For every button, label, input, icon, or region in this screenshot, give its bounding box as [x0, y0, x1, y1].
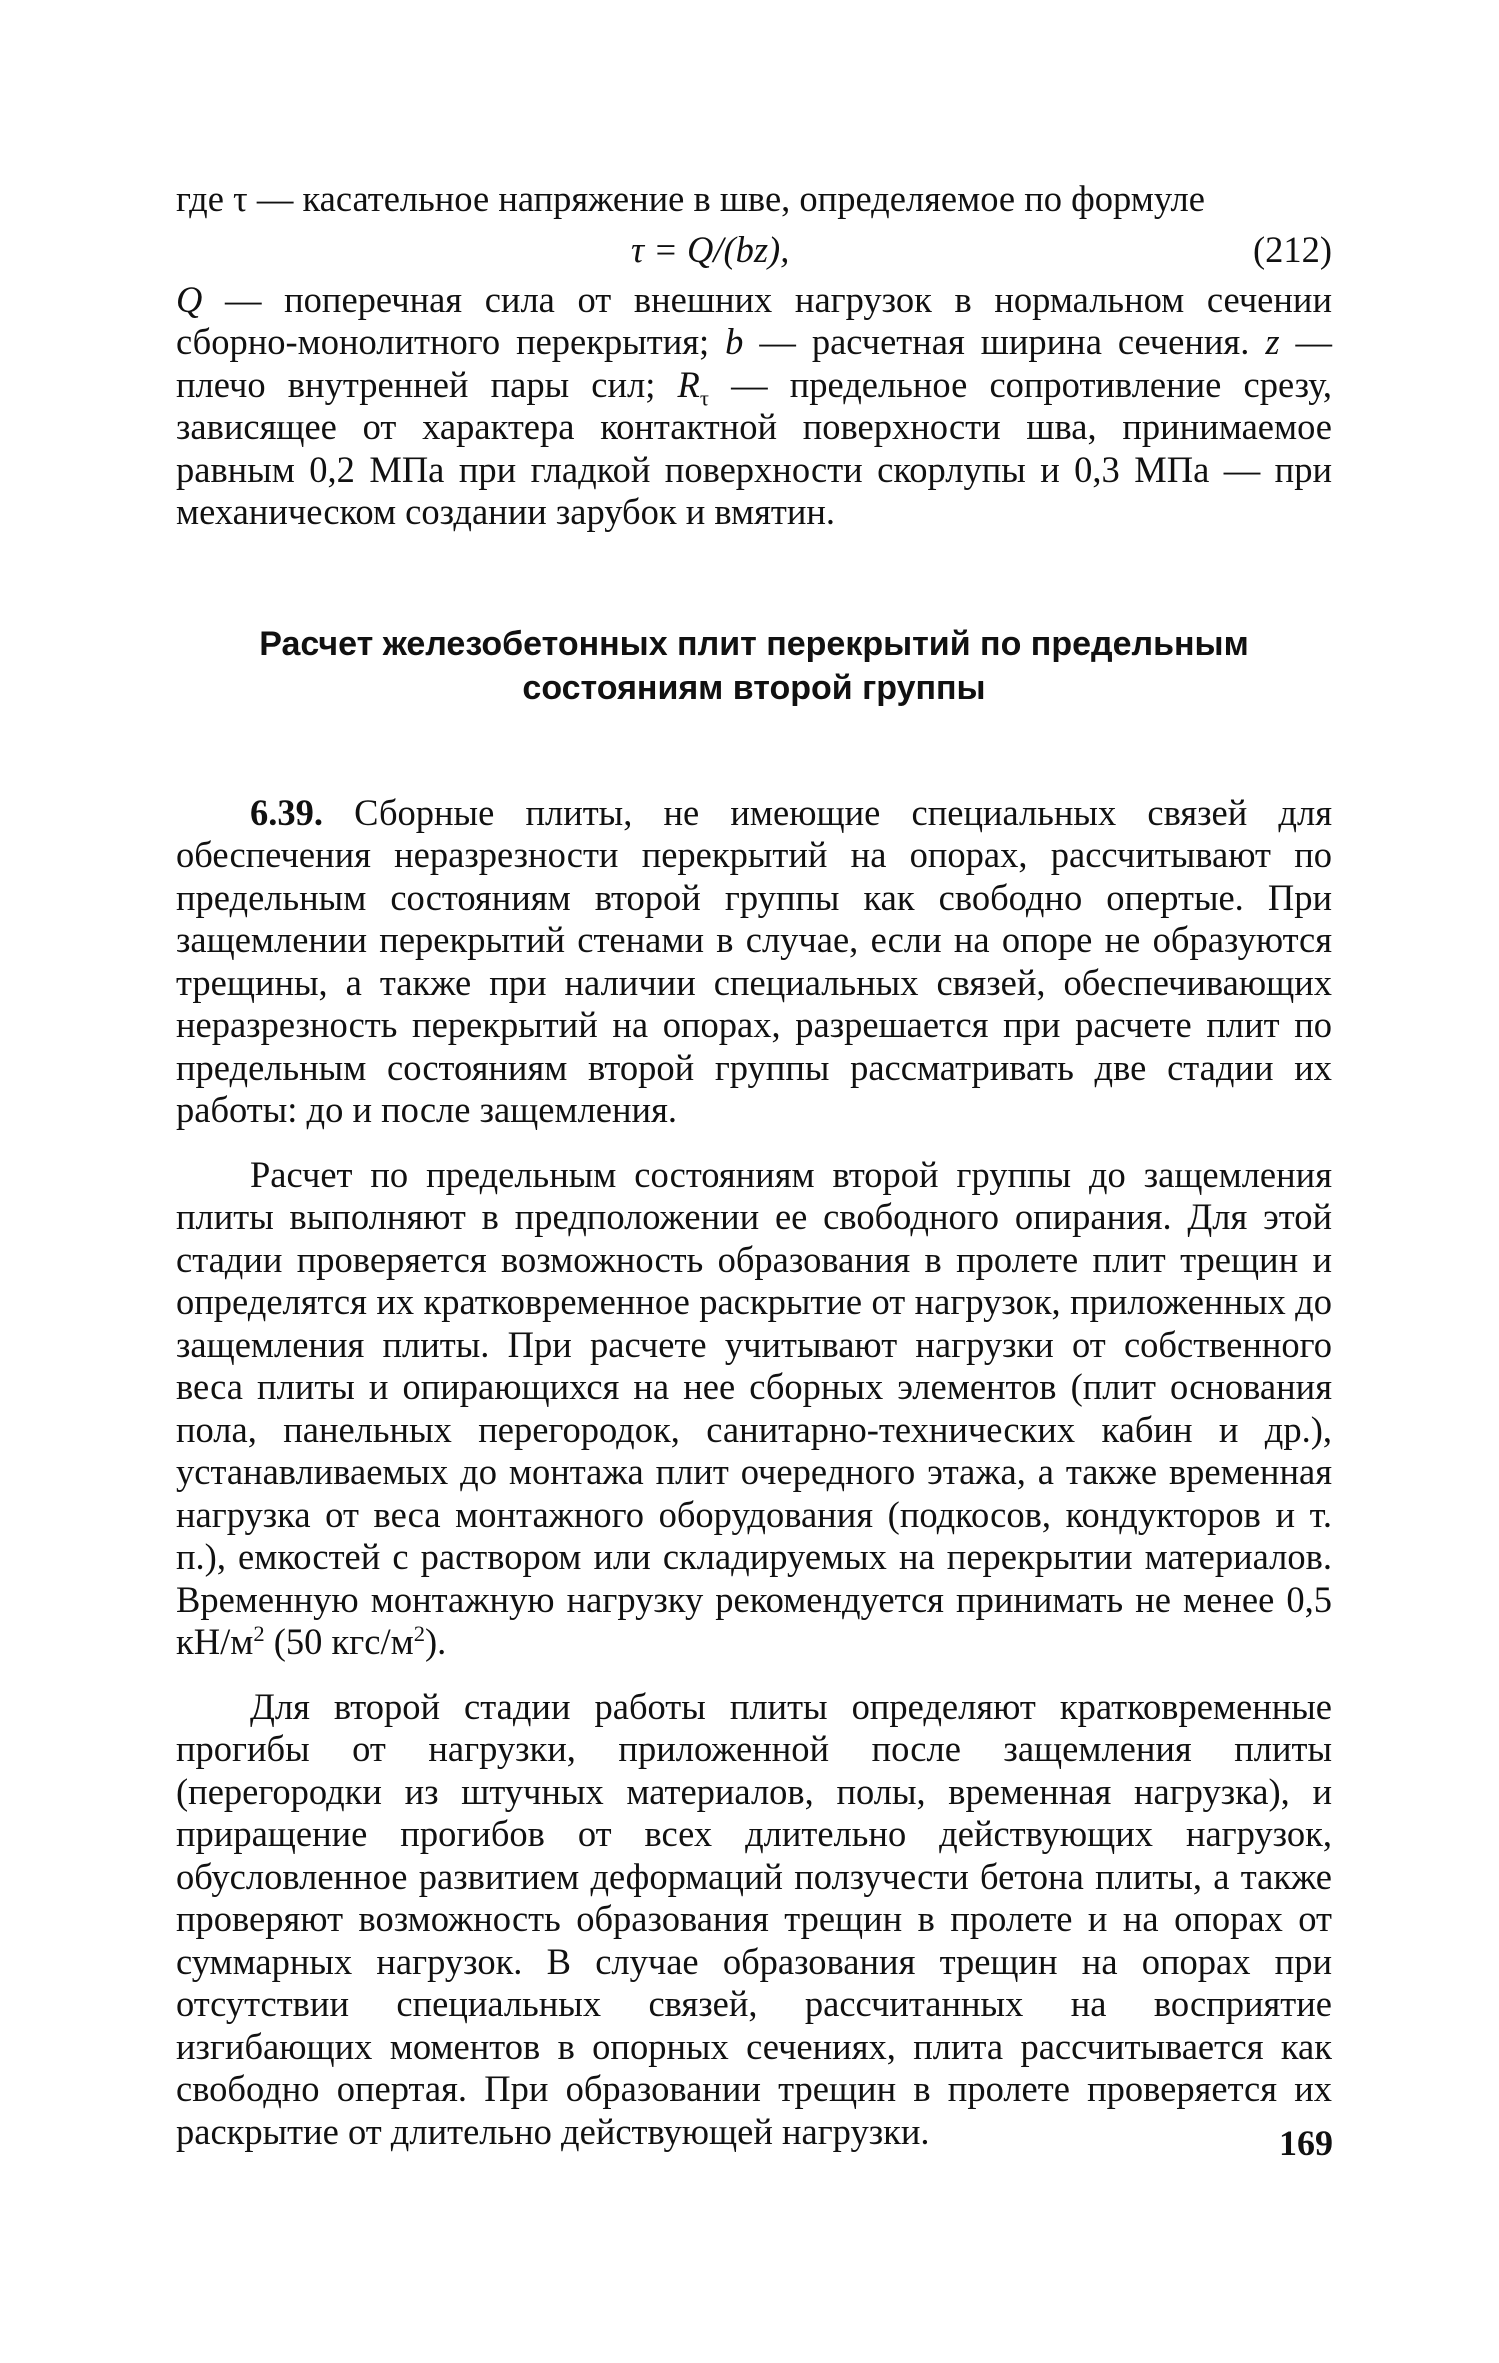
paragraph-6-39: [176, 792, 1332, 1132]
paragraph-stage-one-text-b: (50 кгс/м: [264, 1621, 414, 1662]
superscript-1: 2: [253, 1620, 265, 1646]
superscript-2: 2: [413, 1620, 426, 1646]
definition-q: — поперечная сила от внешних нагрузок в нормальном сечении сборно-монолитного перекрытия;: [176, 278, 1332, 362]
definitions-paragraph: [176, 279, 1332, 534]
formula-number: (212): [1252, 228, 1332, 270]
symbol-b: b: [725, 321, 744, 362]
section-title: Расчет железобетонных плит перекрытий по предельным состояниям второй группы: [259, 624, 1249, 707]
formula-expression: τ = Q/(bz),: [631, 228, 790, 270]
definition-b: — расчетная ширина сечения.: [743, 321, 1266, 362]
definition-z: — плечо внутренней пары сил;: [176, 321, 1332, 405]
symbol-q: Q: [176, 278, 203, 320]
formula-line: [176, 221, 1332, 279]
page-number: 169: [1279, 2123, 1333, 2163]
symbol-z: z: [1265, 321, 1280, 362]
page-body: [176, 178, 1332, 2153]
symbol-r: R: [677, 363, 700, 405]
paragraph-stage-one: [176, 1154, 1332, 1664]
intro-line: где τ — касательное напряжение в шве, определяемое по формуле: [176, 178, 1205, 219]
paragraph-6-39-text: Сборные плиты, не имеющие специальных связей для обеспечения неразрезности перекрытий на опорах, рассчитывают по предельным состояниям второй группы как свободно опертые. При защемлении перекрытий стенами в случае, если на опоре не образуются трещины, а также при наличии специальных связей, обеспечивающих неразрезность перекрытий на опорах, разрешается при расчете плит по предельным состояниям второй группы рассматривать две стадии их работы: до и после защемления.: [176, 791, 1332, 1130]
paragraph-stage-two: Для второй стадии работы плиты определяют кратковременные прогибы от нагрузки, приложенной после защемления плиты (перегородки из штучных материалов, полы, временная нагрузка), и приращение прогибов от всех длительно действующих нагрузок, обусловленное развитием деформаций ползучести бетона плиты, а также проверяют возможность образования трещин в пролете и на опорах от суммарных нагрузок. В случае образования трещин на опорах при отсутствии специальных связей, рассчитанных на восприятие изгибающих моментов в опорных сечениях, плита рассчитывается как свободно опертая. При образовании трещин в пролете проверяется их раскрытие от длительно действующей нагрузки.: [176, 1685, 1332, 2152]
symbol-r-subscript: τ: [699, 384, 709, 410]
clause-number: 6.39.: [250, 791, 323, 833]
paragraph-stage-one-text: Расчет по предельным состояниям второй группы до защемления плиты выполняют в предположении ее свободного опирания. Для этой стадии проверяется возможность образования в пролете плит трещин и определятся их кратковременное раскрытие от нагрузок, приложенных до защемления плиты. При расчете учитывают нагрузки от собственного веса плиты и опирающихся на нее сборных элементов (плит основания пола, панельных перегородок, санитарно-технических кабин и др.), устанавливаемых до монтажа плит очередного этажа, а также временная нагрузка от веса монтажного оборудования (подкосов, кондукторов и т. п.), емкостей с раствором или складируемых на перекрытии материалов. Временную монтажную нагрузку рекомендуется принимать не менее 0,5 кН/м: [176, 1153, 1332, 1662]
paragraph-stage-one-text-c: ).: [425, 1621, 447, 1662]
definition-r: — предельное сопротивление срезу, зависящее от характера контактной поверхности шва, принимаемое равным 0,2 МПа при гладкой поверхности скорлупы и 0,3 МПа — при механическом создании зарубок и вмятин.: [176, 363, 1332, 532]
